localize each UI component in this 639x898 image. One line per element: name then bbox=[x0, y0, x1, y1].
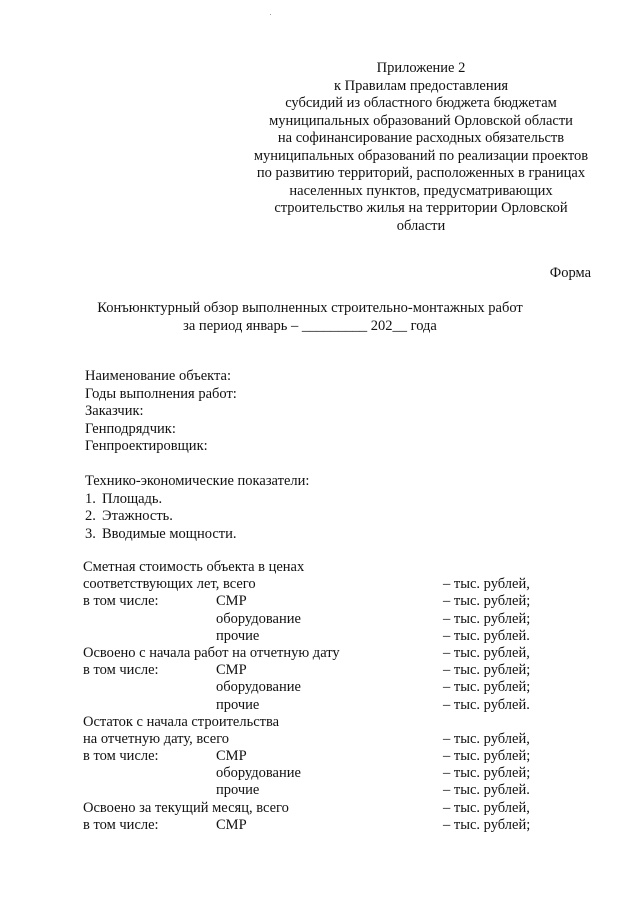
appendix-line: населенных пунктов, предусматривающих bbox=[289, 182, 553, 199]
form-label: Форма bbox=[549, 265, 591, 281]
scan-speck bbox=[270, 14, 271, 15]
cost-line bbox=[83, 679, 553, 696]
cost-label: в том числе: bbox=[83, 662, 159, 679]
cost-unit: – тыс. рублей, bbox=[443, 644, 530, 661]
cost-line bbox=[83, 628, 553, 645]
cost-sublabel: прочие bbox=[216, 627, 260, 644]
indicator-item bbox=[85, 526, 309, 544]
cost-label: Остаток с начала строительства bbox=[83, 713, 280, 730]
cost-label: соответствующих лет, всего bbox=[83, 576, 256, 593]
appendix-line: Приложение 2 bbox=[376, 60, 466, 76]
technical-indicators bbox=[85, 473, 309, 543]
object-fields bbox=[85, 368, 237, 456]
appendix-line: по развитию территорий, расположенных в границах bbox=[256, 165, 586, 181]
cost-unit: – тыс. рублей, bbox=[443, 730, 530, 747]
cost-label: в том числе: bbox=[83, 593, 159, 610]
cost-label: в том числе: bbox=[83, 816, 159, 833]
cost-line bbox=[83, 645, 553, 662]
cost-label: Освоено с начала работ на отчетную дату bbox=[83, 644, 340, 661]
cost-unit: – тыс. рублей; bbox=[443, 593, 531, 610]
appendix-line: на софинансирование расходных обязательств bbox=[277, 130, 565, 146]
cost-unit: – тыс. рублей, bbox=[443, 799, 530, 816]
cost-line bbox=[83, 800, 553, 817]
cost-line bbox=[83, 593, 553, 610]
cost-line bbox=[83, 765, 553, 782]
indicator-number: 1. bbox=[85, 490, 96, 507]
cost-sublabel: прочие bbox=[216, 696, 260, 713]
cost-unit: – тыс. рублей; bbox=[443, 816, 531, 833]
indicator-number: 3. bbox=[85, 525, 96, 542]
cost-unit: – тыс. рублей. bbox=[443, 627, 530, 644]
appendix-line: области bbox=[396, 217, 446, 234]
cost-line bbox=[83, 662, 553, 679]
indicator-text: Площадь. bbox=[102, 490, 163, 507]
title-line-1: Конъюнктурный обзор выполненных строительно-монтажных работ bbox=[97, 300, 523, 316]
cost-unit: – тыс. рублей; bbox=[443, 748, 531, 765]
cost-sublabel: оборудование bbox=[216, 765, 301, 782]
title-line-2: за период январь – _________ 202__ года bbox=[183, 317, 437, 334]
indicator-number: 2. bbox=[85, 508, 96, 524]
cost-sublabel: СМР bbox=[216, 816, 247, 833]
cost-unit: – тыс. рублей; bbox=[443, 610, 531, 627]
cost-line bbox=[83, 611, 553, 628]
cost-breakdown bbox=[83, 559, 553, 834]
appendix-line: субсидий из областного бюджета бюджетам bbox=[285, 95, 557, 111]
cost-line bbox=[83, 748, 553, 765]
general-designer-field: Генпроектировщик: bbox=[85, 438, 208, 454]
cost-unit: – тыс. рублей. bbox=[443, 696, 530, 713]
cost-sublabel: СМР bbox=[216, 748, 247, 765]
work-years-field: Годы выполнения работ: bbox=[85, 385, 237, 402]
cost-unit: – тыс. рублей; bbox=[443, 765, 531, 782]
cost-line bbox=[83, 559, 553, 576]
indicator-item bbox=[85, 491, 309, 509]
object-name-field: Наименование объекта: bbox=[85, 368, 231, 384]
cost-line bbox=[83, 697, 553, 714]
cost-line bbox=[83, 714, 553, 731]
cost-label: в том числе: bbox=[83, 748, 159, 765]
indicators-heading: Технико-экономические показатели: bbox=[85, 473, 310, 489]
cost-unit: – тыс. рублей; bbox=[443, 679, 531, 696]
appendix-line: к Правилам предоставления bbox=[333, 77, 509, 94]
cost-label: Освоено за текущий месяц, всего bbox=[83, 799, 289, 816]
indicator-item bbox=[85, 508, 309, 526]
cost-unit: – тыс. рублей. bbox=[443, 782, 530, 799]
cost-sublabel: оборудование bbox=[216, 679, 301, 696]
cost-label: Сметная стоимость объекта в ценах bbox=[83, 559, 305, 575]
general-contractor-field: Генподрядчик: bbox=[85, 420, 176, 437]
appendix-line: строительство жилья на территории Орловской bbox=[274, 200, 568, 216]
cost-label: на отчетную дату, всего bbox=[83, 730, 230, 747]
appendix-header bbox=[216, 60, 626, 235]
indicator-text: Этажность. bbox=[102, 508, 173, 524]
cost-line bbox=[83, 817, 553, 834]
cost-sublabel: прочие bbox=[216, 782, 260, 799]
cost-line bbox=[83, 731, 553, 748]
cost-line bbox=[83, 576, 553, 593]
cost-sublabel: СМР bbox=[216, 662, 247, 679]
cost-sublabel: оборудование bbox=[216, 610, 301, 627]
indicator-text: Вводимые мощности. bbox=[102, 525, 237, 542]
cost-unit: – тыс. рублей; bbox=[443, 662, 531, 679]
cost-sublabel: СМР bbox=[216, 593, 247, 610]
document-title bbox=[20, 300, 600, 335]
customer-field: Заказчик: bbox=[85, 403, 144, 419]
appendix-line: муниципальных образований Орловской области bbox=[269, 112, 573, 129]
cost-line bbox=[83, 782, 553, 799]
appendix-line: муниципальных образований по реализации проектов bbox=[253, 147, 589, 164]
cost-unit: – тыс. рублей, bbox=[443, 576, 530, 593]
